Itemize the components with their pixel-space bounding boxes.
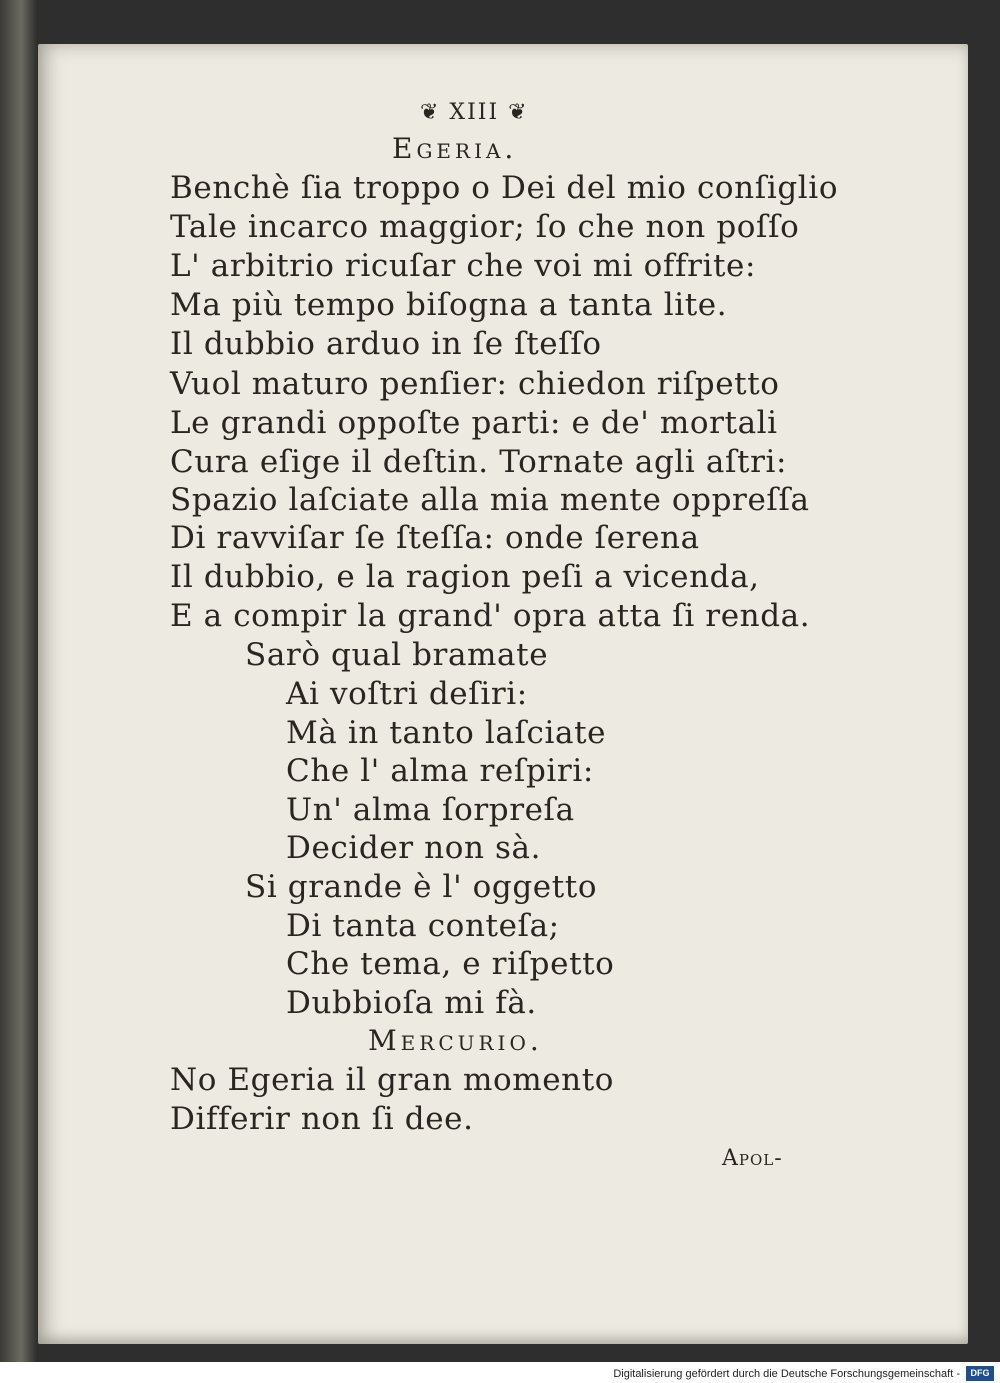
funding-credit: Digitalisierung gefördert durch die Deutsche Forschungsgemeinschaft - xyxy=(613,1368,960,1380)
previous-page-edge xyxy=(0,0,38,1362)
verse-line: Di ravviſar ſe ſteſſa: onde ſerena xyxy=(170,520,700,556)
aria-line: Che tema, e riſpetto xyxy=(286,946,615,982)
verse-line: Benchè ſia troppo o Dei del mio conſiglio xyxy=(170,170,839,206)
aria-line: Dubbioſa mi fà. xyxy=(286,985,537,1021)
aria-line: Mà in tanto laſciate xyxy=(286,715,607,751)
viewer-footer xyxy=(0,1362,1000,1383)
aria-line: Decider non sà. xyxy=(286,830,542,866)
aria-line: Si grande è l' oggetto xyxy=(245,869,598,905)
verse-line: Le grandi oppoſte parti: e de' mortali xyxy=(170,405,778,441)
aria-line: Ai voſtri deſiri: xyxy=(286,676,528,712)
aria-line: Un' alma ſorpreſa xyxy=(286,792,575,828)
catchword: Apol- xyxy=(722,1146,783,1171)
verse-line: Differir non ſi dee. xyxy=(170,1101,474,1137)
verse-line: Il dubbio, e la ragion peſi a vicenda, xyxy=(170,559,760,595)
verse-line: E a compir la grand' opra atta ſi renda. xyxy=(170,598,811,634)
verse-line: No Egeria il gran momento xyxy=(170,1062,615,1098)
dfg-logo[interactable]: DFG xyxy=(966,1366,994,1381)
running-head: ❦ XIII ❦ xyxy=(420,100,529,125)
verse-line: Il dubbio arduo in ſe ſteſſo xyxy=(170,326,602,362)
verse-line: Ma più tempo biſogna a tanta lite. xyxy=(170,287,728,323)
aria-line: Sarò qual bramate xyxy=(245,637,549,673)
verse-line: Cura eſige il deſtin. Tornate agli aſtri: xyxy=(170,444,788,480)
verse-line: Spazio laſciate alla mia mente oppreſſa xyxy=(170,482,810,518)
verse-line: Vuol maturo penſier: chiedon riſpetto xyxy=(170,366,780,402)
verse-line: L' arbitrio ricuſar che voi mi offrite: xyxy=(170,248,757,284)
aria-line: Che l' alma reſpiri: xyxy=(286,753,594,789)
speaker-mercurio: Mercurio. xyxy=(368,1024,543,1057)
aria-line: Di tanta conteſa; xyxy=(286,908,560,944)
verse-line: Tale incarco maggior; ſo che non poſſo xyxy=(170,209,800,245)
speaker-egeria: Egeria. xyxy=(392,132,518,165)
